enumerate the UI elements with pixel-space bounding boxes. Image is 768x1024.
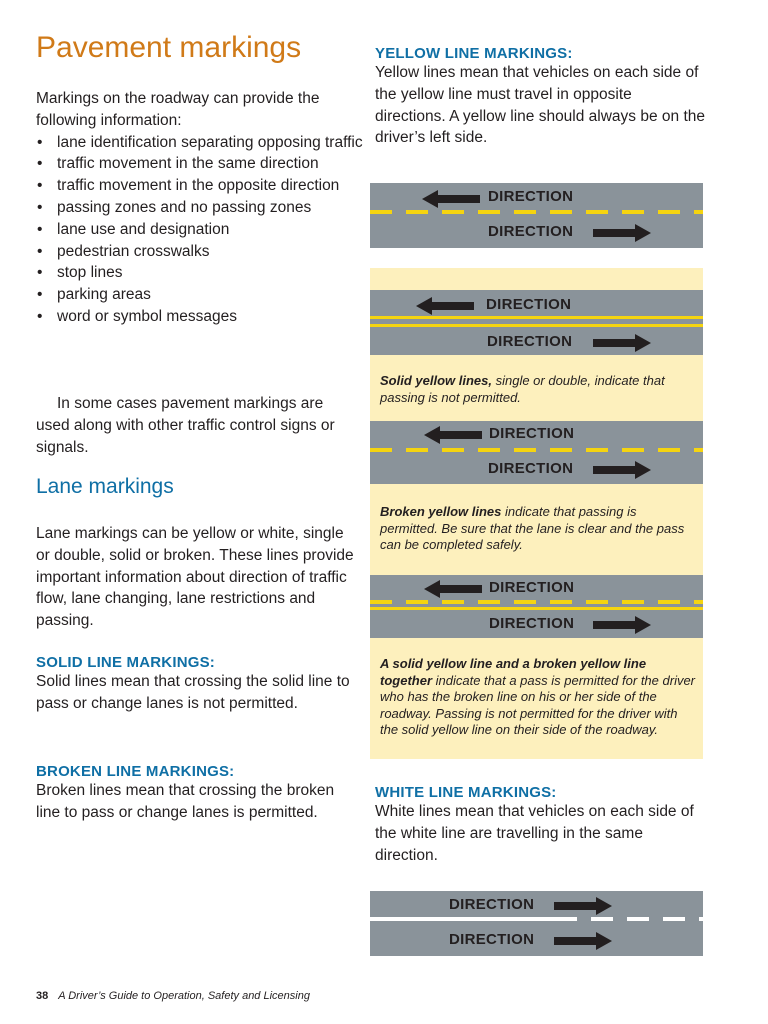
note-text: indicate that a pass is permitted for the driver who has the broken line on his or her side of the roadway. Passing is not permitted for the driver with the solid yellow line on their side of the roadway.: [380, 672, 696, 738]
note-bold: Solid yellow lines,: [380, 373, 492, 388]
intro-paragraph: In some cases pavement markings are used along with other traffic control signs or signals.: [36, 395, 335, 456]
direction-label: DIRECTION: [487, 333, 573, 350]
yellow-line-heading: YELLOW LINE MARKINGS:: [375, 45, 573, 62]
white-line-text: White lines mean that vehicles on each side of the white line are travelling in the same direction.: [375, 803, 694, 864]
broken-yellow-line: [370, 600, 703, 604]
direction-label: DIRECTION: [489, 579, 575, 596]
broken-yellow-line: [370, 448, 703, 452]
note-bold: Broken yellow lines: [380, 504, 502, 519]
direction-label: DIRECTION: [488, 460, 574, 477]
arrow-left-icon: [422, 188, 480, 210]
list-item: • passing zones and no passing zones: [36, 197, 366, 219]
white-line: [370, 917, 703, 921]
list-item: • lane use and designation: [36, 219, 366, 241]
direction-label: DIRECTION: [488, 223, 574, 240]
white-line-section: [375, 784, 705, 866]
arrow-right-icon: [554, 895, 612, 917]
direction-label: DIRECTION: [486, 296, 572, 313]
intro-text: Markings on the roadway can provide the following information:: [36, 90, 320, 129]
page-title: Pavement markings: [36, 31, 302, 64]
intro-section: [36, 88, 366, 328]
page-footer: [36, 990, 310, 1002]
yellow-line-section: [375, 45, 705, 149]
arrow-right-icon: [593, 459, 651, 481]
lane-markings-heading: Lane markings: [36, 475, 174, 498]
direction-label: DIRECTION: [488, 188, 574, 205]
lane-markings-text: Lane markings can be yellow or white, single or double, solid or broken. These lines provide important information about direction of traffic flow, lane changing, lane restrictions and passing.: [36, 525, 354, 630]
note-text: single or double, indicate that passing is not permitted.: [380, 373, 665, 405]
info-list: [36, 132, 366, 328]
list-item: • traffic movement in the same direction: [36, 153, 366, 175]
arrow-left-icon: [416, 295, 474, 317]
direction-label: DIRECTION: [489, 615, 575, 632]
list-item: • stop lines: [36, 262, 366, 284]
note-text: indicate that passing is permitted. Be sure that the lane is clear and the pass can be completed safely.: [380, 504, 685, 553]
page-number: 38: [36, 990, 49, 1002]
combo-yellow-note: [380, 656, 695, 739]
direction-label: DIRECTION: [449, 896, 535, 913]
list-item: • parking areas: [36, 284, 366, 306]
arrow-right-icon: [593, 332, 651, 354]
broken-line-section: [36, 763, 356, 824]
arrow-right-icon: [593, 614, 651, 636]
arrow-left-icon: [424, 424, 482, 446]
solid-line-section: [36, 654, 356, 715]
broken-line-heading: BROKEN LINE MARKINGS:: [36, 763, 235, 780]
solid-yellow-line: [370, 607, 703, 610]
broken-line-text: Broken lines mean that crossing the broken line to pass or change lanes is permitted.: [36, 782, 335, 821]
list-item: • word or symbol messages: [36, 306, 366, 328]
yellow-line-text: Yellow lines mean that vehicles on each side of the yellow line must travel in opposite directions. A yellow line should always be on the driver’s left side.: [375, 64, 706, 147]
note-bold: A solid yellow line and a broken yellow line together: [380, 656, 647, 688]
broken-yellow-note: [380, 504, 695, 554]
white-line-heading: WHITE LINE MARKINGS:: [375, 784, 557, 801]
arrow-right-icon: [554, 930, 612, 952]
solid-line-text: Solid lines mean that crossing the solid line to pass or change lanes is not permitted.: [36, 673, 350, 712]
solid-line-heading: SOLID LINE MARKINGS:: [36, 654, 215, 671]
list-item: • traffic movement in the opposite direction: [36, 175, 366, 197]
list-item: • pedestrian crosswalks: [36, 241, 366, 263]
list-item: • lane identification separating opposing traffic: [36, 132, 366, 154]
direction-label: DIRECTION: [449, 931, 535, 948]
footer-text: A Driver’s Guide to Operation, Safety and Licensing: [58, 990, 310, 1002]
arrow-left-icon: [424, 578, 482, 600]
arrow-right-icon: [593, 222, 651, 244]
direction-label: DIRECTION: [489, 425, 575, 442]
road-diagram-white: [370, 891, 703, 956]
solid-yellow-line: [370, 324, 703, 327]
solid-yellow-note: [380, 373, 695, 406]
broken-yellow-line: [370, 210, 703, 214]
